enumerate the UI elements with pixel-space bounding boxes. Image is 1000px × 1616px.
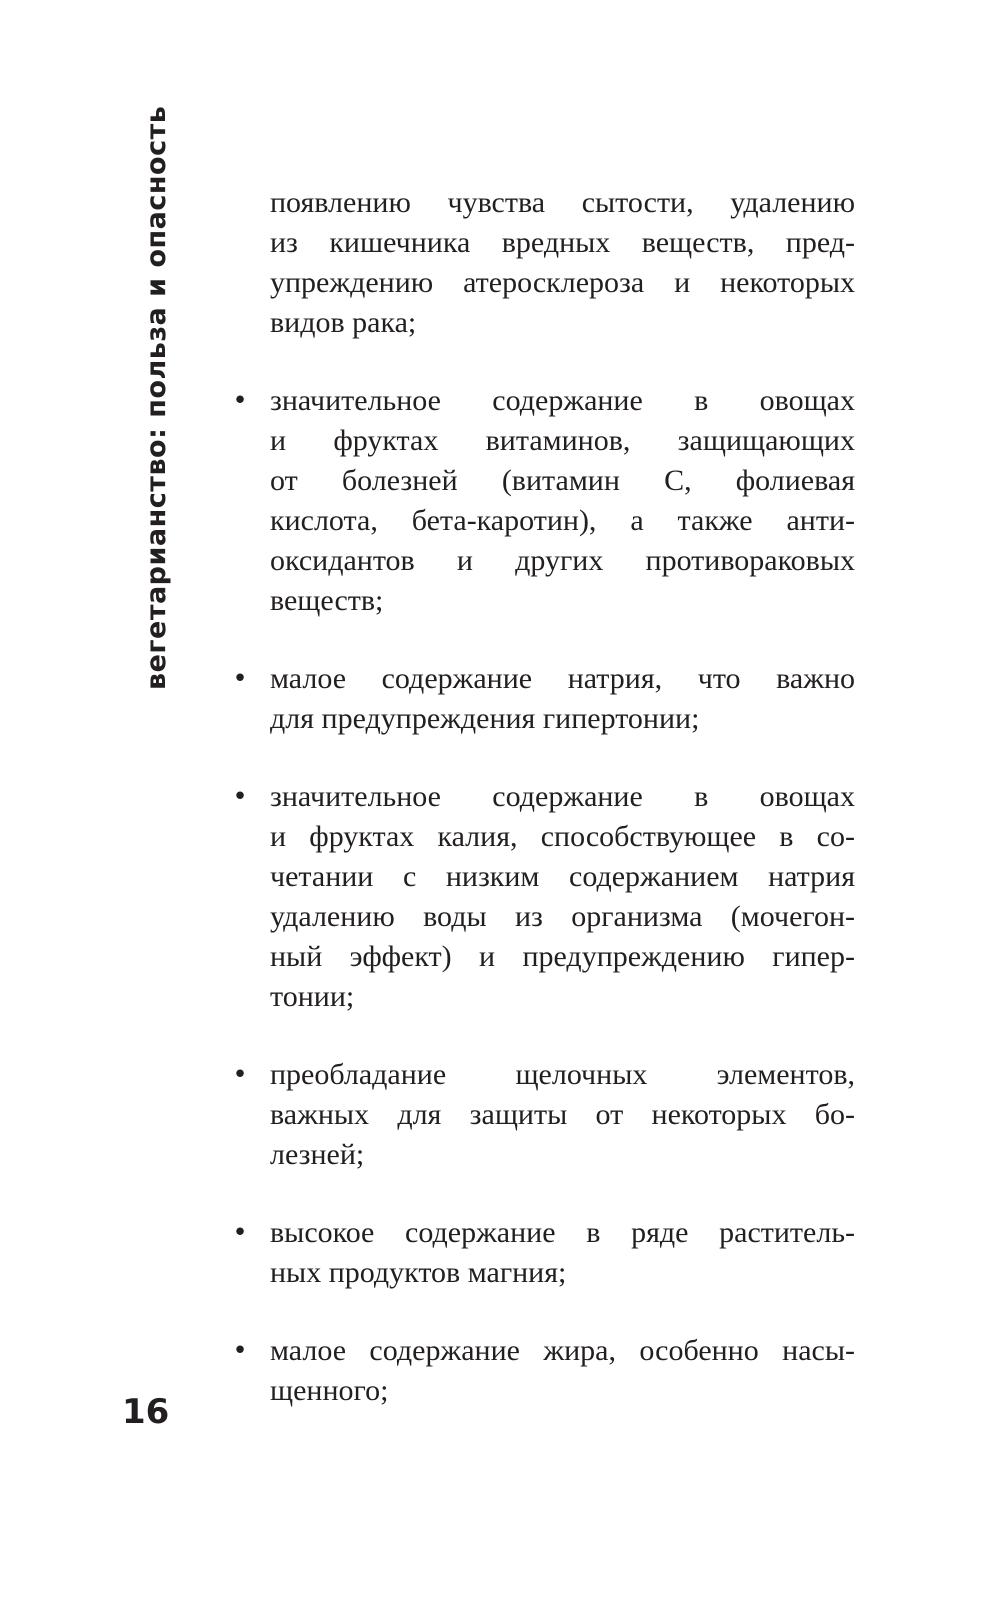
- text-line: преобладание щелочных элементов,: [270, 1058, 855, 1091]
- text-line: и фруктах калия, способствующее в со-: [270, 820, 855, 853]
- list-item: [232, 1331, 855, 1411]
- page-number: 16: [122, 1392, 170, 1432]
- bullet-icon: •: [232, 1218, 248, 1248]
- continuation-paragraph: [270, 183, 855, 343]
- bullet-icon: •: [232, 1336, 248, 1366]
- text-line: значительное содержание в овощах: [270, 384, 855, 417]
- body-text: [232, 183, 855, 1411]
- benefits-list: [232, 381, 855, 1411]
- list-item: [232, 1055, 855, 1175]
- running-head-text: вегетарианство: польза и опасность: [141, 105, 172, 690]
- bullet-icon: •: [232, 1060, 248, 1090]
- bullet-icon: •: [232, 386, 248, 416]
- text-line: ный эффект) и предупреждению гипер-: [270, 940, 855, 973]
- text-line: малое содержание натрия, что важно: [270, 662, 855, 695]
- text-line: щенного;: [270, 1374, 389, 1407]
- text-line: для предупреждения гипертонии;: [270, 702, 700, 735]
- bullet-icon: •: [232, 782, 248, 812]
- text-line: веществ;: [270, 584, 384, 617]
- text-line: оксидантов и других противораковых: [270, 544, 855, 577]
- list-item: [232, 777, 855, 1017]
- running-head: [132, 105, 182, 690]
- text-line: четании с низким содержанием натрия: [270, 860, 855, 893]
- bullet-icon: •: [232, 664, 248, 694]
- text-line: значительное содержание в овощах: [270, 780, 855, 813]
- text-line: высокое содержание в ряде раститель-: [270, 1216, 855, 1249]
- list-item: [232, 1213, 855, 1293]
- text-line: лезней;: [270, 1138, 365, 1171]
- text-line: появлению чувства сытости, удалению: [270, 186, 855, 219]
- text-line: тонии;: [270, 980, 355, 1013]
- text-line: из кишечника вредных веществ, пред-: [270, 226, 855, 259]
- list-item: [232, 659, 855, 739]
- list-item: [232, 381, 855, 621]
- text-line: упреждению атеросклероза и некоторых: [270, 266, 855, 299]
- text-line: видов рака;: [270, 306, 417, 339]
- text-line: от болезней (витамин С, фолиевая: [270, 464, 855, 497]
- text-line: важных для защиты от некоторых бо-: [270, 1098, 855, 1131]
- text-line: малое содержание жира, особенно насы-: [270, 1334, 855, 1367]
- text-line: кислота, бета-каротин), а также анти-: [270, 504, 855, 537]
- text-line: ных продуктов магния;: [270, 1256, 567, 1289]
- text-line: удалению воды из организма (мочегон-: [270, 900, 855, 933]
- text-line: и фруктах витаминов, защищающих: [270, 424, 855, 457]
